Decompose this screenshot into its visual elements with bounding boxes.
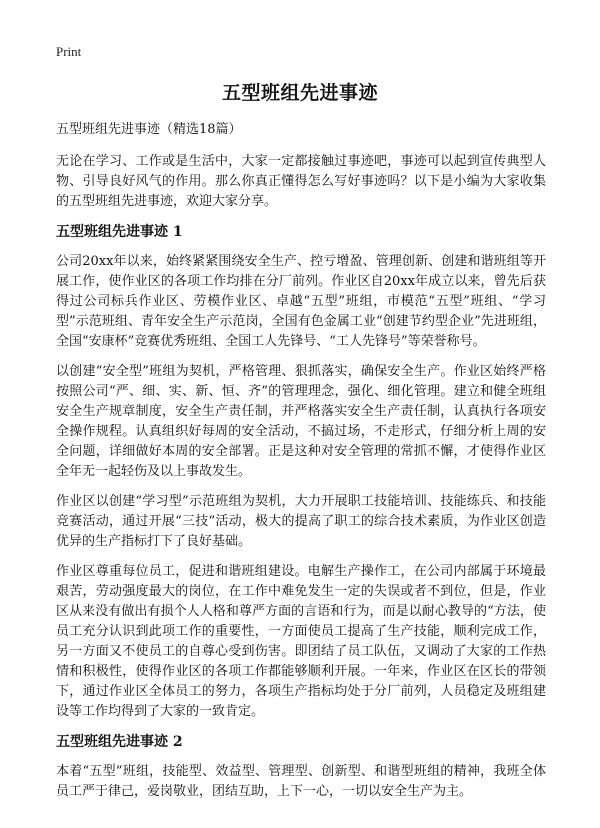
print-link[interactable]: Print <box>56 44 82 59</box>
intro-paragraph: 无论在学习、工作或是生活中，大家一定都接触过事迹吧，事迹可以起到宣传典型人物、引导良好风气的作用。那么你真正懂得怎么写好事迹吗？以下是小编为大家收集的五型班组先进事迹，欢迎大家分享。 <box>56 154 546 209</box>
section-heading: 五型班组先进事迹 2 <box>56 734 183 750</box>
body-paragraph: 作业区以创建“学习型”示范班组为契机，大力开展职工技能培训、技能练兵、和技能竞赛活动，通过开展“三技”活动，极大的提高了职工的综合技术素质，为作业区创造优异的生产指标打下了良好基础。 <box>56 494 546 549</box>
body-paragraph: 作业区尊重每位员工，促进和谐班组建设。电解生产操作工，在公司内部属于环境最艰苦，劳动强度最大的岗位，在工作中难免发生一定的失误或者不到位，但是，作业区从来没有做出有损个人人格和尊严方面的言语和行为，而是以耐心教导的“方法，使员工充分认识到此项工作的重要性，一方面使员工提高了生产技能，顺利完成工作，另一方面又不使员工的自尊心受到伤害。即团结了员工队伍，又调动了大家的工作热情和积极性，使得作业区的各项工作都能够顺利开展。一年来，作业区在区长的带领下，通过作业区全体员工的努力，各项生产指标均处于分厂前列，人员稳定及班组建设等工作均得到了大家的一致肯定。 <box>56 564 546 719</box>
page-title: 五型班组先进事迹 <box>221 82 378 104</box>
document-body <box>56 120 546 812</box>
section-heading: 五型班组先进事迹 1 <box>56 224 183 240</box>
body-paragraph: 公司20xx年以来，始终紧紧围绕安全生产、控亏增盈、管理创新、创建和谐班组等开展工作，使作业区的各项工作均排在分厂前列。作业区自20xx年成立以来，曾先后获得过公司标兵作业区、劳模作业区、卓越“五型”班组，市模范“五型”班组、“学习型”示范班组、青年安全生产示范岗，全国有色金属工业“创建节约型企业”先进班组，全国“安康杯”竞赛优秀班组、全国工人先锋号、“工人先锋号”等荣誉称号。 <box>56 254 546 349</box>
body-paragraph: 以创建“安全型”班组为契机，严格管理、狠抓落实，确保安全生产。作业区始终严格按照公司“严、细、实、新、恒、齐”的管理理念，强化、细化管理。建立和健全班组安全生产规章制度，安全生产责任制，并严格落实安全生产责任制，认真执行各项安全操作规程。认真组织好每周的安全活动，不搞过场，不走形式，仔细分析上周的安全问题，详细做好本周的安全部署。正是这种对安全管理的常抓不懈，才使得作业区全年无一起轻伤及以上事故发生。 <box>56 364 546 479</box>
body-paragraph: 本着“五型”班组，技能型、效益型、管理型、创新型、和谐型班组的精神，我班全体员工严于律己，爱岗敬业，团结互助，上下一心，一切以安全生产为主。 <box>56 764 546 799</box>
document-subtitle: 五型班组先进事迹（精选18篇） <box>56 122 242 137</box>
